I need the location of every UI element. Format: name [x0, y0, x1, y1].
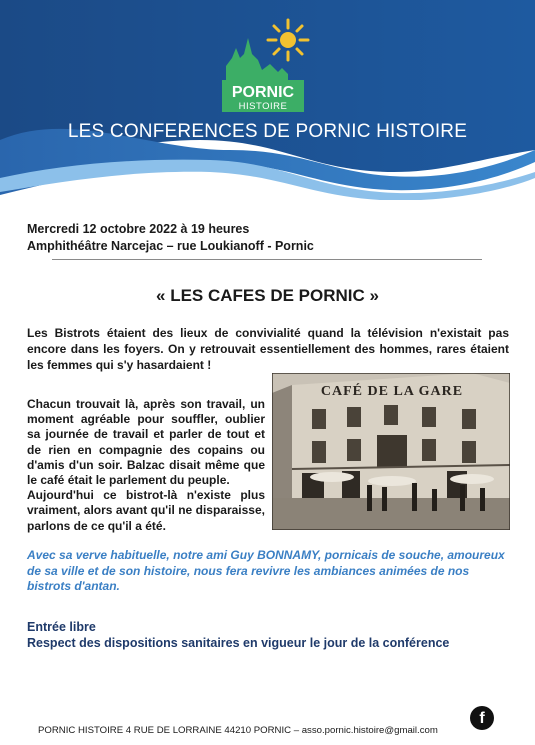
footer-address: PORNIC HISTOIRE 4 RUE DE LORRAINE 44210 PORNIC – asso.pornic.histoire@gmail.com	[38, 725, 438, 736]
header-banner	[0, 0, 535, 200]
sun-icon	[268, 20, 308, 60]
cafe-photo	[272, 373, 510, 530]
entry-info: Entrée libre	[27, 620, 96, 634]
divider	[52, 259, 482, 260]
speaker-paragraph: Avec sa verve habituelle, notre ami Guy BONNAMY, pornicais de souche, amoureux de sa ville et de son histoire, nous fera revivre les ambiances animées de nos bistrots d'antan.	[27, 548, 505, 593]
conference-title: « LES CAFES DE PORNIC »	[156, 286, 379, 305]
logo-graphic	[222, 18, 314, 118]
event-venue: Amphithéâtre Narcejac – rue Loukianoff - Pornic	[27, 239, 314, 253]
page-title: LES CONFERENCES DE PORNIC HISTOIRE	[67, 121, 468, 142]
cafe-photo-graphic	[272, 373, 510, 530]
logo-text-histoire: HISTOIRE	[238, 101, 288, 112]
pornic-histoire-logo	[222, 18, 314, 118]
body-paragraph-part1: Chacun trouvait là, après son travail, un moment agréable pour souffler, oublier sa journée de travail et parler de tout et de rien en compagnie des copains ou d'amis d'un soir. Balzac disait même que le café était le parlement du peuple.	[27, 397, 265, 488]
facebook-icon[interactable]: f	[470, 706, 494, 730]
sanitary-notice: Respect des dispositions sanitaires en vigueur le jour de la conférence	[27, 636, 450, 650]
body-paragraph-part2: Aujourd'hui ce bistrot-là n'existe plus vraiment, alors avant qu'il ne disparaisse, parlons de ce qu'il a été.	[27, 488, 265, 533]
body-paragraph	[27, 397, 265, 534]
logo-text-pornic: PORNIC	[231, 84, 295, 101]
cafe-sign: CAFÉ DE LA GARE	[320, 384, 464, 399]
event-date: Mercredi 12 octobre 2022 à 19 heures	[27, 222, 250, 236]
intro-paragraph: Les Bistrots étaient des lieux de convivialité quand la télévision n'existait pas encore dans les foyers. On y retrouvait essentiellement des hommes, rares étaient les femmes qui s'y hasardaient !	[27, 326, 509, 372]
